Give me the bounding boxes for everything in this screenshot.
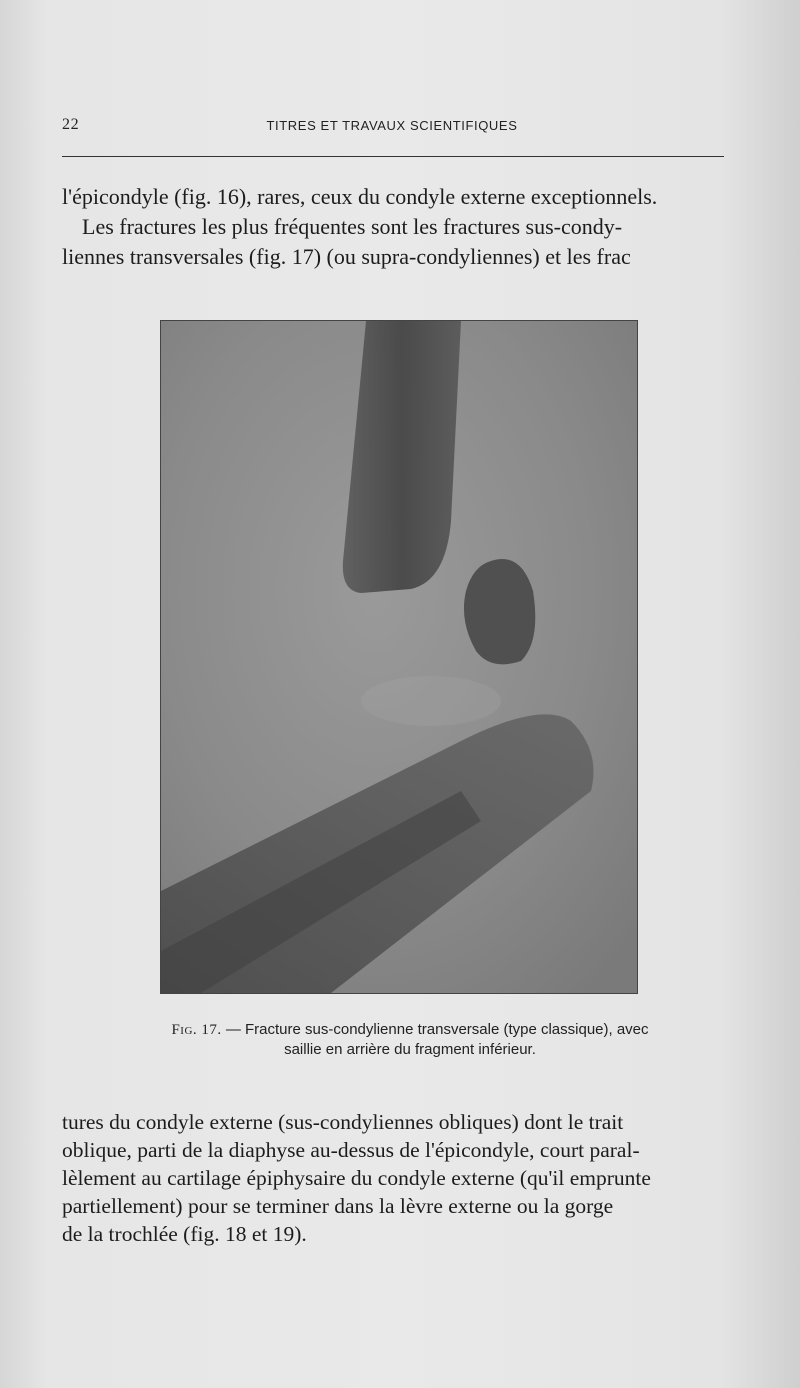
text-line: oblique, parti de la diaphyse au-dessus de l'épicondyle, court paral- <box>62 1138 640 1162</box>
caption-text: — Fracture sus-condylienne transversale (type classique), avec <box>225 1021 649 1038</box>
text-line: liennes transversales (fig. 17) (ou supra-condyliennes) et les frac <box>62 244 631 269</box>
figure-label: Fig. 17. <box>171 1022 222 1038</box>
xray-figure <box>160 320 638 994</box>
text-line: de la trochlée (fig. 18 et 19). <box>62 1222 307 1246</box>
text-line: l'épicondyle (fig. 16), rares, ceux du condyle externe exceptionnels. <box>62 184 658 209</box>
paragraph-line <box>62 242 724 272</box>
paragraph-continuation <box>62 182 724 212</box>
page-number: 22 <box>62 116 80 133</box>
condyle-fragment <box>464 559 535 664</box>
figure-caption <box>90 1020 730 1060</box>
paragraph <box>62 212 724 242</box>
running-title: TITRES ET TRAVAUX SCIENTIFIQUES <box>266 118 518 133</box>
text-line: tures du condyle externe (sus-condyliennes obliques) dont le trait <box>62 1110 624 1134</box>
page-header <box>62 116 722 138</box>
text-line: Les fractures les plus fréquentes sont les fractures sus-condy- <box>82 214 623 239</box>
caption-line-2: saillie en arrière du fragment inférieur. <box>284 1041 536 1058</box>
header-rule <box>62 156 724 157</box>
bottom-text <box>62 1108 724 1248</box>
joint-space <box>361 676 501 726</box>
top-text <box>62 182 724 272</box>
text-line: partiellement) pour se terminer dans la lèvre externe ou la gorge <box>62 1194 614 1218</box>
text-line: lèlement au cartilage épiphysaire du condyle externe (qu'il emprunte <box>62 1166 651 1190</box>
caption-line-1 <box>90 1020 730 1040</box>
xray-image <box>161 321 637 993</box>
